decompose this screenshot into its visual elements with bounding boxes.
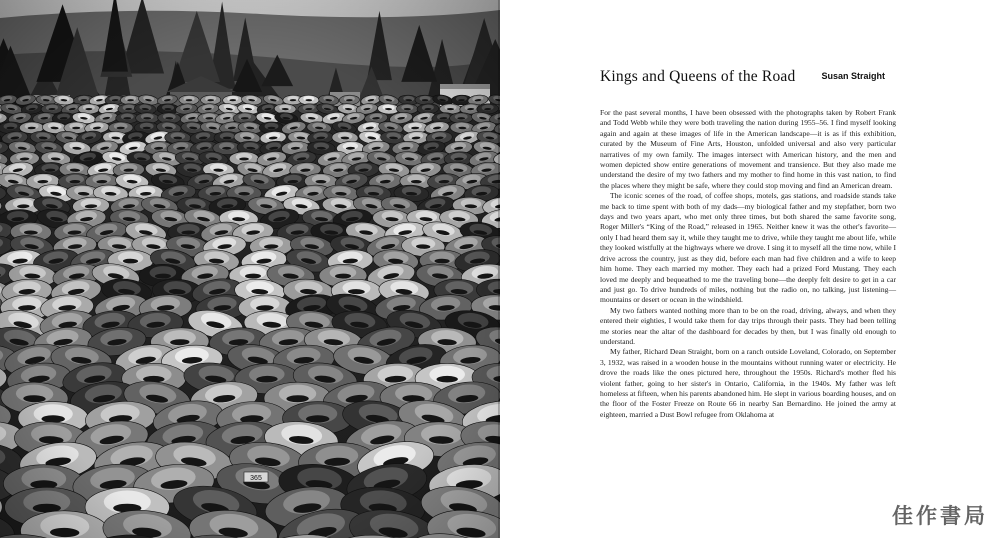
article-title: Kings and Queens of the Road: [600, 68, 796, 85]
article-body: [600, 108, 896, 420]
body-paragraph: My father, Richard Dean Straight, born on a ranch outside Loveland, Colorado, on September 3, 1932, was raised in a wooden house in the mountains without running water or electricity. He drove the roads like the ones pictured here, throughout the 1950s. Richard's mother fled his violent father, going to her sister's in Ontario, California, in the 1940s. My father was left homeless at fifteen, when his parents abandoned him. He slept in various boarding houses, and on the floor of the Foster Freeze on Route 66 in nearby San Bernardino. He joined the army at eighteen, married a Dust Bowl refugee from Oklahoma at: [600, 347, 896, 419]
body-paragraph: For the past several months, I have been obsessed with the photographs taken by Robert Frank and Todd Webb while they were both traveling the nation during 1955–56. I find myself looking again and again at these images of life in the American landscape—it is as if this exhibition, curated by the Museum of Fine Arts, Houston, unfolded universal and also very particular narratives of my own family. The images intersect with American history, and the men and women depicted show entire generations of movement and transience. But they also made me understand the desire of my two fathers and my mother to find home in this vast nation, to find the places where they might be safe, where they could stop moving and find an American dream.: [600, 108, 896, 190]
article-author: Susan Straight: [821, 71, 885, 81]
publisher-watermark: 佳作書局: [892, 504, 988, 528]
body-paragraph: My two fathers wanted nothing more than to be on the road, driving, always, and when they entered their eighties, I would take them for day trips through their pasts. They had been telling me stories near the altar of the dashboard for decades by then, but I was finally old enough to understand.: [600, 305, 896, 346]
body-paragraph: The iconic scenes of the road, of coffee shops, motels, gas stations, and roadside stands take me back to time spent with both of my dads—my biological father and my stepfather, born two days and two years apart, who met only three times, but both shared the same favorite song, Roger Miller's “King of the Road,” released in 1965. Neither knew it was the other's favorite—only I had heard them say it, while they taught me to drive, while they taught me about life, while they looked wistfully at the highways where we drove. I sing it to myself all the time now, while I drive across the country, just as they did, before each man had five children and a wife to keep him home. They each married my mother. They each had a prized Ford Mustang. They each loved me deeply and bequeathed to me the traveling bone—the deeply felt desire to get in a car and just go. To drive hundreds of miles, nothing but the radio on, no talking, just listening—mountains or desert or ocean in the windshield.: [600, 191, 896, 305]
text-page: [500, 0, 1000, 538]
article-header: [600, 68, 885, 86]
